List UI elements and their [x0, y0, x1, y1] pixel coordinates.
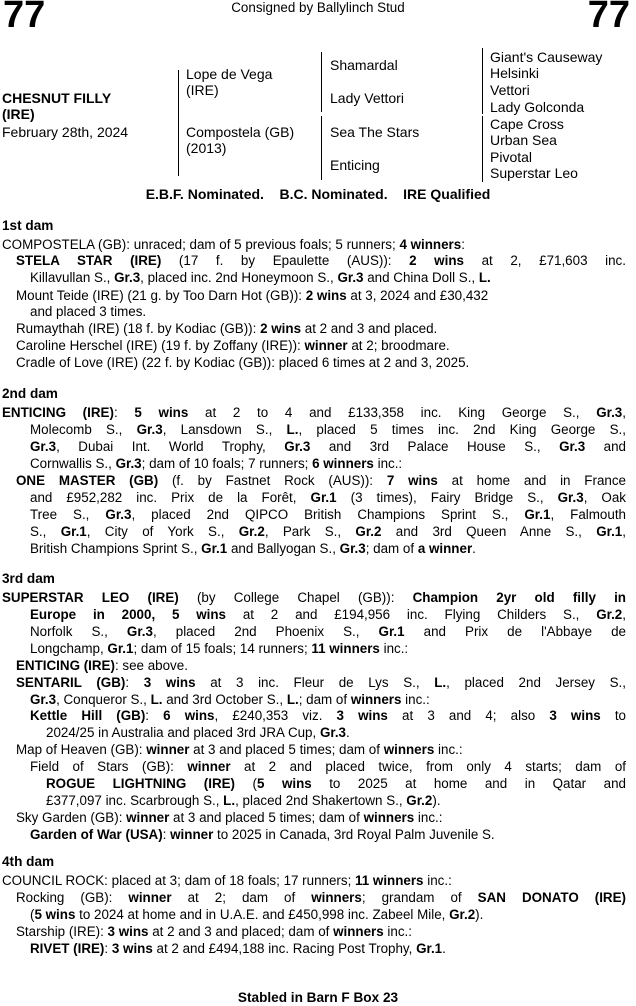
heading-2nd-dam: 2nd dam: [2, 386, 58, 401]
lot-number: 77: [3, 0, 46, 36]
horse-dob: February 28th, 2024: [2, 124, 129, 140]
consignor: Consigned by Ballylinch Stud: [231, 0, 405, 15]
second-dam-foal-one-master-4: S., Gr.1, City of York S., Gr.2, Park S., Gr.2 and 3rd Queen Anne S., Gr.1,: [30, 524, 626, 539]
third-dam-field-of-stars: Field of Stars (GB): winner at 2 and placed twice, from only 4 starts; dam of: [30, 759, 626, 774]
lot-number-right: 77: [587, 0, 630, 36]
fourth-dam-foal-rocking-2: (5 wins to 2024 at home and in U.A.E. and £450,998 inc. Zabeel Mile, Gr.2).: [30, 907, 484, 922]
heading-1st-dam: 1st dam: [2, 218, 54, 233]
pedigree-sire: Lope de Vega (IRE): [186, 66, 273, 98]
pedigree-gen2-0: Shamardal: [330, 57, 398, 73]
fourth-dam-intro: COUNCIL ROCK: placed at 3; dam of 18 foals; 17 runners; 11 winners inc.:: [2, 873, 452, 888]
pedigree-bracket-1: [178, 70, 179, 176]
third-dam-foal-map-of-heaven: Map of Heaven (GB): winner at 3 and placed 5 times; dam of winners inc.:: [16, 742, 463, 757]
second-dam-foal-one-master-5: British Champions Sprint S., Gr.1 and Ballyogan S., Gr.3; dam of a winner.: [30, 541, 476, 556]
pedigree-gen3-7: Superstar Leo: [490, 165, 578, 181]
third-dam-kettle-hill: Kettle Hill (GB): 6 wins, £240,353 viz. 3 wins at 3 and 4; also 3 wins to: [30, 708, 626, 723]
pedigree-gen2-1: Lady Vettori: [330, 90, 404, 106]
pedigree-gen3-6: Pivotal: [490, 149, 533, 165]
pedigree-gen3-5: Urban Sea: [490, 132, 557, 148]
first-dam-foal-teide: Mount Teide (IRE) (21 g. by Too Darn Hot (GB)): 2 wins at 3, 2024 and £30,432: [16, 288, 489, 303]
third-dam-foal-enticing: ENTICING (IRE): see above.: [16, 658, 188, 673]
stabled-location: Stabled in Barn F Box 23: [237, 990, 399, 1005]
second-dam-foal-one-master: ONE MASTER (GB) (f. by Fastnet Rock (AUS)): 7 wins at home and in France: [16, 473, 626, 488]
first-dam-foal-caroline: Caroline Herschel (IRE) (19 f. by Zoffany (IRE)): winner at 2; broodmare.: [16, 338, 450, 353]
nominations: E.B.F. Nominated. B.C. Nominated. IRE Qualified: [145, 186, 491, 202]
third-dam-line3: Norfolk S., Gr.3, placed 2nd Phoenix S., Gr.1 and Prix de l'Abbaye de: [30, 624, 627, 639]
first-dam-foal-stela: STELA STAR (IRE) (17 f. by Epaulette (AUS)): 2 wins at 2, £71,603 inc.: [16, 253, 626, 268]
pedigree-gen2-2: Sea The Stars: [330, 124, 420, 140]
second-dam-line1: ENTICING (IRE): 5 wins at 2 to 4 and £133,358 inc. King George S., Gr.3,: [2, 405, 626, 420]
first-dam-foal-rumaythah: Rumaythah (IRE) (18 f. by Kodiac (GB)): 2 wins at 2 and 3 and placed.: [16, 321, 438, 336]
pedigree-bracket-3b: [482, 116, 483, 182]
pedigree-bracket-3a: [482, 48, 483, 114]
first-dam-foal-stela-cont: Killavullan S., Gr.3, placed inc. 2nd Honeymoon S., Gr.3 and China Doll S., L.: [30, 270, 491, 285]
pedigree-gen3-3: Lady Golconda: [490, 99, 585, 115]
horse-name-line2: (IRE): [2, 106, 35, 122]
heading-3rd-dam: 3rd dam: [2, 571, 55, 586]
second-dam-line2: Molecomb S., Gr.3, Lansdown S., L., placed 5 times inc. 2nd King George S.,: [30, 422, 626, 437]
heading-4th-dam: 4th dam: [2, 854, 55, 869]
pedigree-gen3-4: Cape Cross: [490, 116, 564, 132]
third-dam-rogue-lightning: ROGUE LIGHTNING (IRE) (5 wins to 2025 at home and in Qatar and: [46, 776, 626, 791]
first-dam-foal-teide-cont: and placed 3 times.: [30, 304, 147, 319]
pedigree-bracket-2b: [321, 116, 322, 180]
first-dam-foal-cradle: Cradle of Love (IRE) (22 f. by Kodiac (GB)): placed 6 times at 2 and 3, 2025.: [16, 355, 470, 370]
third-dam-line4: Longchamp, Gr.1; dam of 15 foals; 14 runners; 11 winners inc.:: [30, 641, 409, 656]
pedigree-gen3-1: Helsinki: [490, 65, 540, 81]
pedigree-bracket-2a: [321, 52, 322, 112]
third-dam-rogue-lightning-2: £377,097 inc. Scarbrough S., L., placed 2nd Shakertown S., Gr.2).: [46, 793, 441, 808]
pedigree-gen3-0: Giant's Causeway: [490, 49, 603, 65]
horse-name: [2, 90, 111, 122]
fourth-dam-foal-rocking: Rocking (GB): winner at 2; dam of winners; grandam of SAN DONATO (IRE): [16, 890, 626, 905]
third-dam-garden-of-war: Garden of War (USA): winner to 2025 in Canada, 3rd Royal Palm Juvenile S.: [30, 827, 495, 842]
third-dam-kettle-hill-2: 2024/25 in Australia and placed 3rd JRA Cup, Gr.3.: [46, 725, 350, 740]
pedigree-gen3-2: Vettori: [490, 82, 530, 98]
pedigree-dam: Compostela (GB) (2013): [186, 124, 295, 156]
second-dam-foal-one-master-2: and £952,282 inc. Prix de la Forêt, Gr.1 (3 times), Fairy Bridge S., Gr.3, Oak: [30, 490, 626, 505]
third-dam-foal-sentaril-2: Gr.3, Conqueror S., L. and 3rd October S., L.; dam of winners inc.:: [30, 692, 430, 707]
third-dam-line2: Europe in 2000, 5 wins at 2 and £194,956 inc. Flying Childers S., Gr.2,: [30, 607, 626, 622]
first-dam-intro: COMPOSTELA (GB): unraced; dam of 5 previous foals; 5 runners; 4 winners:: [2, 237, 465, 252]
third-dam-foal-sentaril: SENTARIL (GB): 3 wins at 3 inc. Fleur de Lys S., L., placed 2nd Jersey S.,: [16, 675, 626, 690]
third-dam-foal-sky-garden: Sky Garden (GB): winner at 3 and placed 5 times; dam of winners inc.:: [16, 810, 443, 825]
fourth-dam-rivet: RIVET (IRE): 3 wins at 2 and £494,188 inc. Racing Post Trophy, Gr.1.: [30, 941, 446, 956]
second-dam-line3: Gr.3, Dubai Int. World Trophy, Gr.3 and 3rd Palace House S., Gr.3 and: [30, 439, 627, 454]
second-dam-foal-one-master-3: Tree S., Gr.3, placed 2nd QIPCO British Champions Sprint S., Gr.1, Falmouth: [30, 507, 626, 522]
horse-name-line1: CHESNUT FILLY: [2, 90, 112, 106]
second-dam-line4: Cornwallis S., Gr.3; dam of 10 foals; 7 runners; 6 winners inc.:: [30, 456, 403, 471]
third-dam-line1: SUPERSTAR LEO (IRE) (by College Chapel (GB)): Champion 2yr old filly in: [2, 590, 626, 605]
pedigree-gen2-3: Enticing: [330, 157, 380, 173]
fourth-dam-foal-starship: Starship (IRE): 3 wins at 2 and 3 and placed; dam of winners inc.:: [16, 924, 412, 939]
